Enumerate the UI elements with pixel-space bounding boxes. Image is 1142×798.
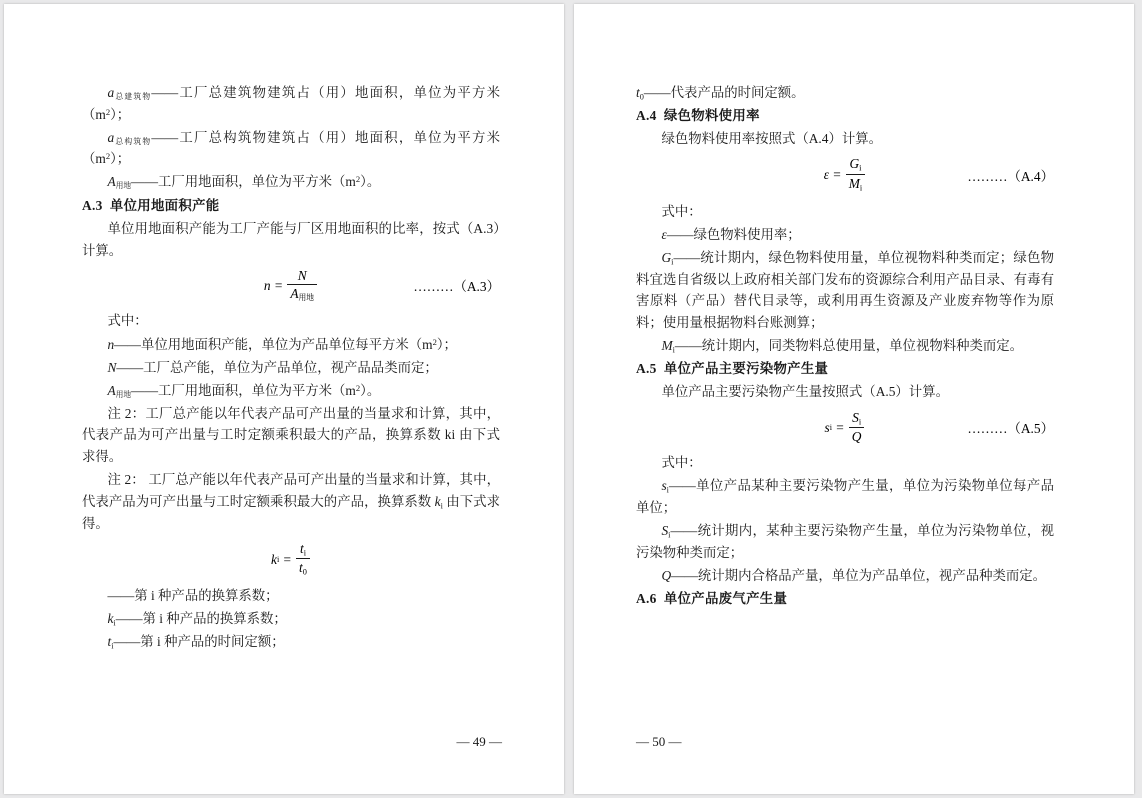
definition-epsilon: ε——绿色物料使用率； xyxy=(661,226,801,242)
definition-t-i: $t_i——$第 i 种产品的时间定额； xyxy=(107,634,285,651)
page-number-left: — 49 — xyxy=(456,734,502,749)
definition-a-total-structures: a总构筑物——工厂总构筑物建筑占（用）地面积，单位为平方米$(m^2)$； xyxy=(82,129,500,167)
heading-a3: A.3 单位用地面积产能 xyxy=(82,197,220,213)
definition-n-upper: N——工厂总产能，单位为产品单位，视产品品类而定； xyxy=(107,359,438,375)
formula-a3: n = $\frac{N}{\text{A用地}}$ ………（A.3） xyxy=(263,267,500,302)
formula-a5-tag: ………（A.5） xyxy=(967,421,1054,437)
note-1: 注 2：工厂总产能以年代表产品可产出量的当量求和计算，其中，代表产品为可产出量与工时定额乘积最大的产品，换算系数 ki 由下式求得。 xyxy=(82,405,501,464)
formula-a4-tag: ………（A.4） xyxy=(967,168,1054,184)
page-left-content xyxy=(82,82,500,722)
label-where-2: ——第 i 种产品的换算系数； xyxy=(107,587,279,603)
page-number-right: — 50 — xyxy=(636,734,682,749)
definition-q: Q——统计期内合格品产量，单位为产品单位，视产品种类而定。 xyxy=(661,568,1047,584)
definition-n-lower: n——单位用地面积产能，单位为产品单位每平方米$(m^2)$； xyxy=(107,336,457,352)
label-where-1: 式中： xyxy=(107,313,148,329)
page-right-content xyxy=(636,82,1054,722)
heading-a4: A.4 绿色物料使用率 xyxy=(636,108,760,124)
definition-t-0: $t_0——$代表产品的时间定额。 xyxy=(636,85,805,102)
formula-a5: s i = $\frac{S_i}{Q}$ ………（A.5） xyxy=(824,409,1054,445)
definition-s-i-lower: $s_i——$单位产品某种主要污染物产生量，单位为污染物单位每产品单位； xyxy=(636,478,1054,516)
note-2: 注 2： 工厂总产能以年代表产品可产出量的当量求和计算，其中，代表产品为可产出量与工时定额乘积最大的产品，换算系数 $k_i$ 由下式求得。 xyxy=(82,472,500,531)
definition-s-i-upper: $S_i——$统计期内，某种主要污染物产生量，单位为污染物单位，视污染物种类而定； xyxy=(636,523,1054,561)
definition-k-i: $k_i——$第 i 种产品的换算系数； xyxy=(107,610,287,628)
formula-a3-tag: ………（A.3） xyxy=(413,279,500,295)
paragraph-a5-intro: 单位产品主要污染物产生量按照式（A.5）计算。 xyxy=(661,384,949,400)
label-where-4: 式中： xyxy=(661,455,702,471)
label-where-3: 式中： xyxy=(661,203,702,219)
definition-a-total-buildings: a总建筑物——工厂总建筑物建筑占（用）地面积，单位为平方米$(m^2)$； xyxy=(82,85,500,122)
paragraph-a3-intro: 单位用地面积产能为工厂产能与厂区用地面积的比率，按式（A.3）计算。 xyxy=(82,220,500,258)
definition-a-land-area-2: A用地——工厂用地面积，单位为平方米$(m^2)$。 xyxy=(107,382,381,399)
page-right xyxy=(574,4,1134,794)
formula-a4: ε = $\frac{G_i}{M_i}$ ………（A.4） xyxy=(823,156,1054,193)
heading-a6: A.6 单位产品废气产生量 xyxy=(636,591,788,607)
definition-g-i: $G_i——$统计期内，绿色物料使用量，单位视物料种类而定；绿色物料宜选自省级以上政府相关部门发布的资源综合利用产品目录、有毒有害原料（产品）替代目录等，或利用再生资源及产业废弃物等作为原料；使用量根据物料台账测算； xyxy=(636,249,1054,331)
definition-m-i: $M_i——$统计期内，同类物料总使用量，单位视物料种类而定。 xyxy=(661,338,1024,355)
heading-a5: A.5 单位产品主要污染物产生量 xyxy=(636,361,829,377)
paragraph-a4-intro: 绿色物料使用率按照式（A.4）计算。 xyxy=(661,131,883,147)
page-left xyxy=(4,4,564,794)
definition-a-land-area: A用地——工厂用地面积，单位为平方米$(m^2)$。 xyxy=(107,174,381,191)
formula-k-i: k i = $\frac{t_i}{t_0}$ xyxy=(82,541,500,578)
